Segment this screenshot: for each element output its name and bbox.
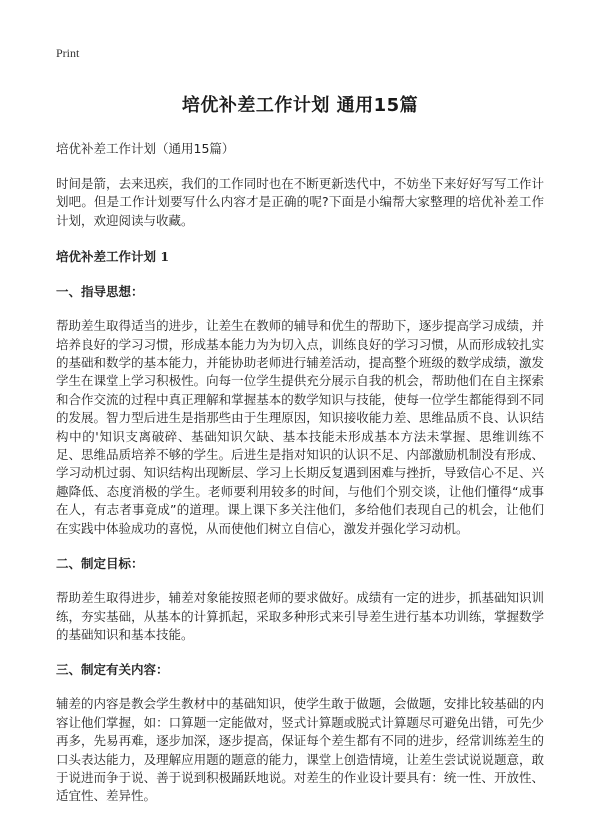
print-link[interactable]: Print [56,46,80,60]
page-title: 培优补差工作计划 通用15篇 [181,95,419,116]
heading-goals: 二、制定目标： [56,556,144,572]
heading-content: 三、制定有关内容： [56,662,169,678]
paragraph-goals: 帮助差生取得进步，辅差对象能按照老师的要求做好。成绩有一定的进步，抓基础知识训练，夯实基础，从基本的计算抓起，采取多种形式来引导差生进行基本功训练，掌握数学的基础知识和基本技能。 [56,590,544,642]
heading-guiding-principle: 一、指导思想： [56,284,144,300]
section-title: 培优补差工作计划 1 [56,249,170,265]
paragraph-content: 辅差的内容是教会学生教材中的基础知识，使学生敢于做题，会做题，安排比较基础的内容让他们掌握，如：口算题一定能做对，竖式计算题或脱式计算题尽可避免出错，可先少再多，先易再难，逐步加深，逐步提高，保证每个差生都有不同的进步，经常训练差生的口头表达能力，及理解应用题的题意的能力，课堂上创造情境，让差生尝试说说题意，敢于说进而争于说、善于说到积极踊跃地说。对差生的作业设计要具有：统一性、开放性、适宜性、差异性。 [56,696,544,804]
paragraph-guiding-principle: 帮助差生取得适当的进步，让差生在教师的辅导和优生的帮助下，逐步提高学习成绩，并培养良好的学习习惯，形成基本能力为为切入点，训练良好的学习习惯，从而形成较扎实的基础和数学的基本能力，并能协助老师进行辅差活动，提高整个班级的数学成绩，激发学生在课堂上学习积极性。向每一位学生提供充分展示自我的机会，帮助他们在自主探索和合作交流的过程中真正理解和掌握基本的数学知识与技能，使每一位学生都能得到不同的发展。智力型后进生是指那些由于生理原因，知识接收能力差、思维品质不良、认识结构中的'知识支离破碎、基础知识欠缺、基本技能未形成基本方法未掌握、思维训练不足、思维品质培养不够的学生。后进生是指对知识的认识不足、内部激励机制没有形成、学习动机过弱、知识结构出现断层、学习上长期反复遇到困难与挫折，导致信心不足、兴趣降低、态度消极的学生。老师要利用较多的时间，与他们个别交谈，让他们懂得“成事在人，有志者事竟成”的道理。课上课下多关注他们，多给他们表现自己的机会，让他们在实践中体验成功的喜悦，从而使他们树立自信心，激发并强化学习动机。 [56,318,544,536]
intro-paragraph: 时间是箭，去来迅疾，我们的工作同时也在不断更新迭代中，不妨坐下来好好写写工作计划吧。但是工作计划要写什么内容才是正确的呢?下面是小编帮大家整理的培优补差工作计划，欢迎阅读与收藏。 [56,176,544,228]
document-subtitle: 培优补差工作计划（通用15篇） [56,141,235,156]
